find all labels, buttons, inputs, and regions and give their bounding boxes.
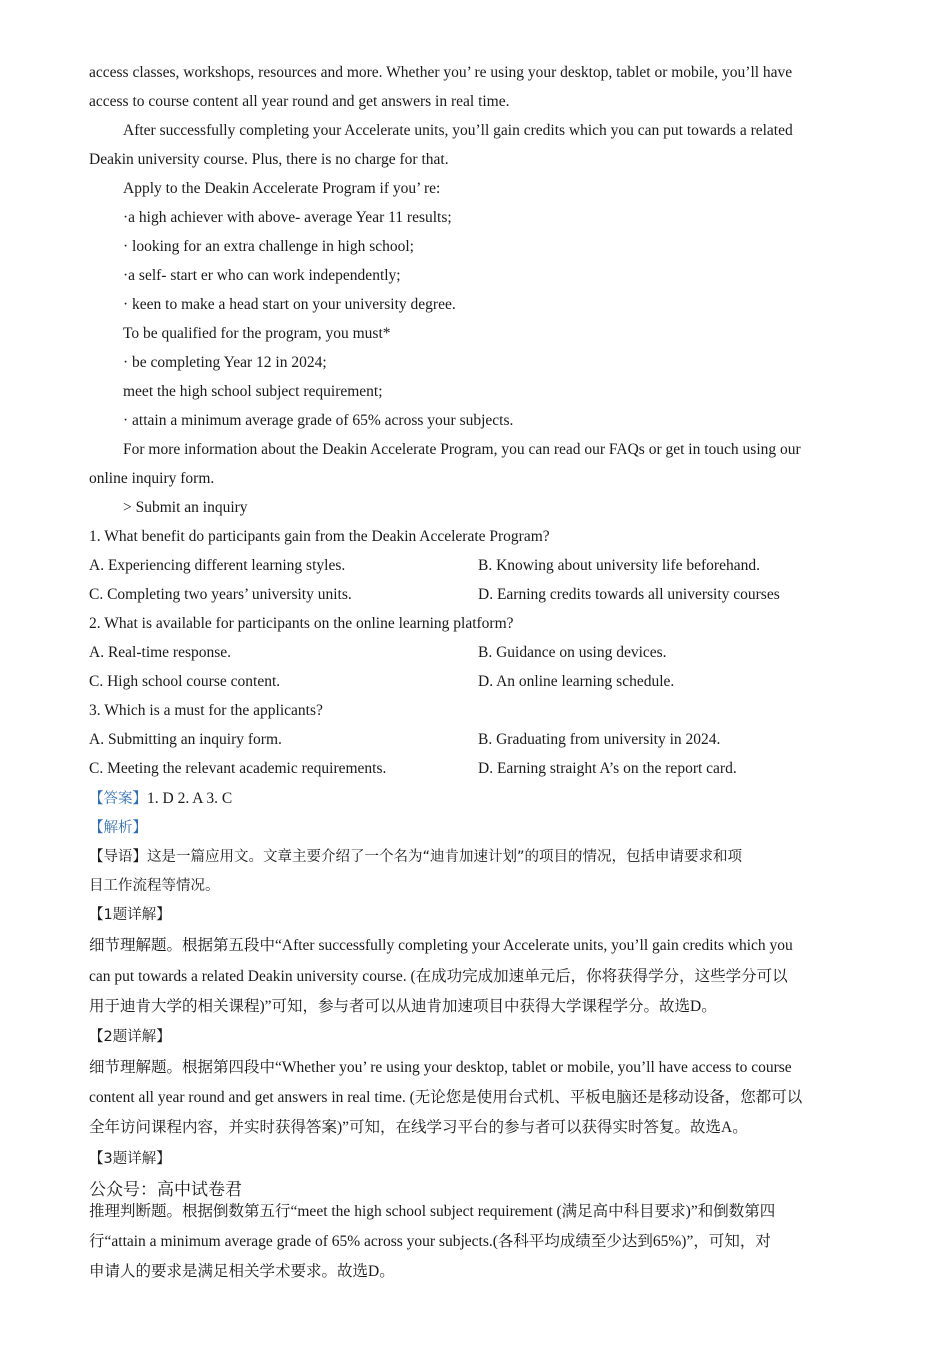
analysis-label: 【解析】 (89, 820, 147, 836)
apply-intro: Apply to the Deakin Accelerate Program if you’ re: (123, 180, 441, 197)
qualify-item: meet the high school subject requirement; (123, 383, 383, 400)
apply-item: ·a high achiever with above- average Year 11 results; (123, 209, 452, 226)
q1-detail-line3: 用于迪肯大学的相关课程)”可知，参与者可以从迪肯加速项目中获得大学课程学分。故选D。 (89, 998, 717, 1015)
watermark-text: 公众号：高中试卷君 (89, 1180, 242, 1200)
q2-detail-line3: 全年访问课程内容，并实时获得答案)”可知，在线学习平台的参与者可以获得实时答复。故选A。 (89, 1119, 748, 1136)
question-2-stem: 2. What is available for participants on the online learning platform? (89, 615, 514, 632)
q1-detail-line2: can put towards a related Deakin university course. (在成功完成加速单元后，你将获得学分，这些学分可以 (89, 968, 788, 985)
more-info-line2: online inquiry form. (89, 470, 215, 487)
apply-item: · looking for an extra challenge in high school; (123, 238, 414, 255)
question-3-option-b: B. Graduating from university in 2024. (478, 731, 721, 748)
question-2-option-c: C. High school course content. (89, 673, 281, 690)
question-2-option-b: B. Guidance on using devices. (478, 644, 667, 661)
question-3-option-a: A. Submitting an inquiry form. (89, 731, 282, 748)
passage-p2-line2: Deakin university course. Plus, there is no charge for that. (89, 151, 449, 168)
question-3-option-d: D. Earning straight A’s on the report card. (478, 760, 737, 777)
question-1-option-a: A. Experiencing different learning styles. (89, 557, 346, 574)
q1-detail-line1: 细节理解题。根据第五段中“After successfully completing your Accelerate units, you’ll gain credits which you (89, 937, 793, 954)
guide-line1: 【导语】这是一篇应用文。文章主要介绍了一个名为“迪肯加速计划”的项目的情况，包括申请要求和项 (89, 849, 743, 865)
passage-p1-line2: access to course content all year round and get answers in real time. (89, 93, 510, 110)
q3-detail-line3: 申请人的要求是满足相关学术要求。故选D。 (89, 1263, 395, 1280)
more-info-line1: For more information about the Deakin Accelerate Program, you can read our FAQs or get in touch using our (123, 441, 801, 458)
question-1-option-c: C. Completing two years’ university units. (89, 586, 352, 603)
submit-inquiry-link[interactable]: > Submit an inquiry (123, 499, 248, 516)
q3-detail-line2: 行“attain a minimum average grade of 65% across your subjects.(各科平均成绩至少达到65%)”，可知，对 (89, 1233, 771, 1250)
q3-detail-title: 【3题详解】 (89, 1151, 171, 1167)
guide-line2: 目工作流程等情况。 (89, 878, 220, 894)
q2-detail-line1: 细节理解题。根据第四段中“Whether you’ re using your desktop, tablet or mobile, you’ll have access to course (89, 1059, 792, 1076)
question-1-option-d: D. Earning credits towards all university courses (478, 586, 780, 603)
qualify-item: · be completing Year 12 in 2024; (123, 354, 327, 371)
question-1-option-b: B. Knowing about university life beforehand. (478, 557, 760, 574)
apply-item: · keen to make a head start on your university degree. (123, 296, 456, 313)
answer-label: 【答案】 (89, 791, 147, 807)
q2-detail-line2: content all year round and get answers in real time. (无论您是使用台式机、平板电脑还是移动设备，您都可以 (89, 1089, 803, 1106)
question-3-option-c: C. Meeting the relevant academic requirements. (89, 760, 387, 777)
answer-text: 1. D 2. A 3. C (147, 790, 233, 807)
qualify-item: · attain a minimum average grade of 65% across your subjects. (123, 412, 514, 429)
passage-p1-line1: access classes, workshops, resources and more. Whether you’ re using your desktop, tablet or mobile, you’ll have (89, 64, 793, 81)
q2-detail-title: 【2题详解】 (89, 1029, 171, 1045)
q3-detail-line1: 推理判断题。根据倒数第五行“meet the high school subject requirement (满足高中科目要求)”和倒数第四 (89, 1203, 776, 1220)
question-2-option-a: A. Real-time response. (89, 644, 232, 661)
qualify-intro: To be qualified for the program, you must* (123, 325, 391, 342)
question-3-stem: 3. Which is a must for the applicants? (89, 702, 323, 719)
answer-line (89, 789, 232, 809)
passage-p2-line1: After successfully completing your Accelerate units, you’ll gain credits which you can put towards a related (123, 122, 793, 139)
question-2-option-d: D. An online learning schedule. (478, 673, 675, 690)
question-1-stem: 1. What benefit do participants gain from the Deakin Accelerate Program? (89, 528, 550, 545)
q1-detail-title: 【1题详解】 (89, 907, 171, 923)
apply-item: ·a self- start er who can work independently; (123, 267, 401, 284)
